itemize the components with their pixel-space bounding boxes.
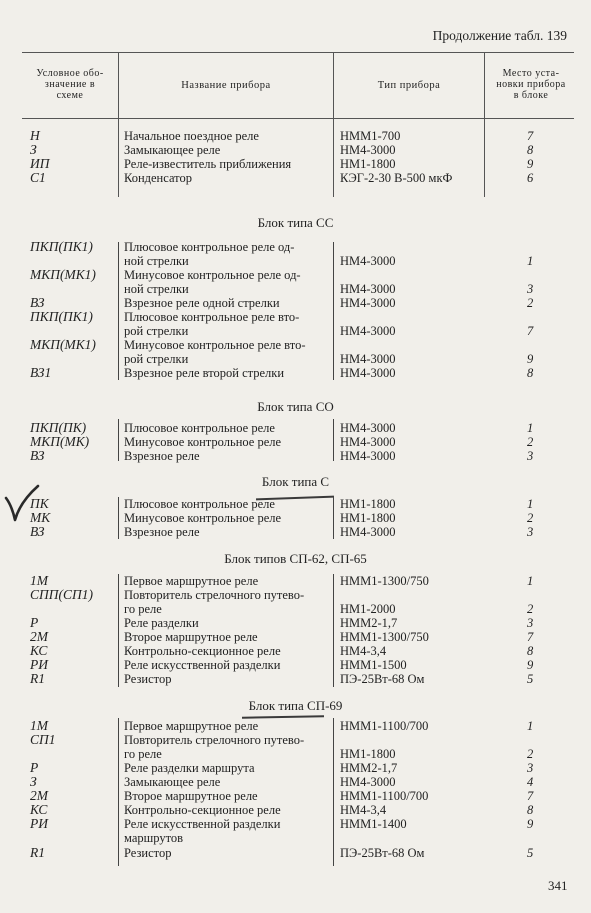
row-place: 2	[527, 747, 534, 761]
row-device-type: НММ1-1300/750	[340, 630, 429, 644]
row-device-type: ПЭ-25Вт-68 Ом	[340, 672, 425, 686]
row-device-name: Конденсатор	[124, 171, 192, 185]
table-row	[0, 803, 591, 817]
table-row	[0, 733, 591, 747]
row-device-name: го реле	[124, 602, 162, 616]
row-place: 9	[527, 658, 534, 672]
table-row	[0, 747, 591, 761]
row-symbol: С1	[30, 170, 46, 185]
row-symbol: РИ	[30, 657, 48, 672]
table-row	[0, 254, 591, 268]
row-device-name: ной стрелки	[124, 282, 189, 296]
table-row	[0, 789, 591, 803]
table-row	[0, 588, 591, 602]
row-device-name: Замыкающее реле	[124, 775, 221, 789]
row-device-type: НМ4-3000	[340, 421, 396, 435]
row-device-type: НМ4-3000	[340, 254, 396, 268]
row-symbol: СПП(СП1)	[30, 587, 93, 602]
row-device-name: Повторитель стрелочного путево-	[124, 588, 305, 602]
row-symbol: З	[30, 142, 37, 157]
row-place: 3	[527, 761, 534, 775]
row-device-type: НММ2-1,7	[340, 616, 398, 630]
table-row	[0, 644, 591, 658]
row-place: 3	[527, 282, 534, 296]
row-device-name: Первое маршрутное реле	[124, 719, 259, 733]
row-symbol: МКП(МК)	[30, 434, 90, 449]
row-place: 8	[527, 143, 534, 157]
row-device-type: НМ1-1800	[340, 157, 396, 171]
row-symbol: 2М	[30, 788, 48, 803]
row-place: 8	[527, 644, 534, 658]
row-symbol: 2М	[30, 629, 48, 644]
table-row	[0, 296, 591, 310]
row-device-name: Минусовое контрольное реле вто-	[124, 338, 306, 352]
row-symbol: МКП(МК1)	[30, 267, 96, 282]
table-row	[0, 421, 591, 435]
row-device-name: Начальное поездное реле	[124, 129, 259, 143]
row-device-type: НМ4-3000	[340, 435, 396, 449]
row-place: 5	[527, 846, 534, 860]
row-device-name: Взрезное реле второй стрелки	[124, 366, 285, 380]
row-device-type: НММ1-1300/750	[340, 574, 429, 588]
row-device-type: КЭГ-2-30 В-500 мкФ	[340, 171, 453, 185]
row-device-type: НМ4-3000	[340, 449, 396, 463]
row-symbol: КС	[30, 802, 48, 817]
row-place: 7	[527, 789, 534, 803]
section-title: Блок типа СО	[257, 399, 334, 414]
table-row	[0, 658, 591, 672]
row-symbol: R1	[30, 671, 45, 686]
row-symbol: МК	[30, 510, 51, 525]
row-place: 1	[527, 421, 534, 435]
row-symbol: 1М	[30, 573, 48, 588]
row-place: 9	[527, 352, 534, 366]
row-symbol: Р	[30, 615, 39, 630]
table-row	[0, 719, 591, 733]
row-device-type: НМ4-3000	[340, 525, 396, 539]
section-title: Блок типа С	[261, 474, 330, 489]
table-row	[0, 616, 591, 630]
table-row	[0, 846, 591, 860]
row-device-name: маршрутов	[124, 831, 184, 845]
table-row	[0, 366, 591, 380]
row-place: 7	[527, 630, 534, 644]
row-device-name: Реле искусственной разделки	[124, 817, 281, 831]
column-header-place: Место уста- новки прибора в блоке	[496, 68, 566, 101]
row-device-name: рой стрелки	[124, 324, 189, 338]
row-device-name: рой стрелки	[124, 352, 189, 366]
row-place: 3	[527, 616, 534, 630]
table-row	[0, 831, 591, 845]
table-row	[0, 511, 591, 525]
table-row	[0, 602, 591, 616]
row-device-type: НМ4-3,4	[340, 644, 387, 658]
row-device-type: НМ4-3000	[340, 143, 396, 157]
row-device-name: Реле разделки маршрута	[124, 761, 255, 775]
row-place: 1	[527, 719, 534, 733]
row-device-name: Взрезное реле	[124, 525, 200, 539]
table-row	[0, 525, 591, 539]
table-row	[0, 338, 591, 352]
table-row	[0, 672, 591, 686]
row-place: 5	[527, 672, 534, 686]
row-place: 6	[527, 171, 534, 185]
row-device-name: Второе маршрутное реле	[124, 630, 258, 644]
section-title: Блок типов СП-62, СП-65	[224, 551, 367, 566]
row-symbol: ВЗ	[30, 524, 45, 539]
row-device-type: НМ4-3000	[340, 282, 396, 296]
row-device-type: НМ4-3000	[340, 775, 396, 789]
row-device-type: НММ1-700	[340, 129, 401, 143]
row-device-name: Резистор	[124, 672, 172, 686]
row-device-type: НМ4-3000	[340, 366, 396, 380]
row-symbol: ВЗ	[30, 295, 45, 310]
row-device-name: Плюсовое контрольное реле вто-	[124, 310, 300, 324]
row-device-name: Плюсовое контрольное реле	[124, 421, 275, 435]
row-symbol: ПКП(ПК1)	[30, 309, 93, 324]
page-number: 341	[548, 878, 568, 893]
table-row	[0, 324, 591, 338]
row-place: 2	[527, 511, 534, 525]
table-top-rule	[22, 52, 574, 53]
table-row	[0, 268, 591, 282]
row-device-name: Взрезное реле одной стрелки	[124, 296, 280, 310]
row-place: 1	[527, 497, 534, 511]
row-device-type: НММ1-1100/700	[340, 789, 429, 803]
row-device-type: НМ1-1800	[340, 747, 396, 761]
row-device-name: Плюсовое контрольное реле	[124, 497, 275, 511]
row-device-type: НММ1-1400	[340, 817, 407, 831]
row-symbol: ВЗ1	[30, 365, 52, 380]
section-title: Блок типа СП-69	[248, 698, 343, 713]
row-symbol: ПКП(ПК)	[30, 420, 87, 435]
row-device-name: ной стрелки	[124, 254, 189, 268]
row-device-name: Первое маршрутное реле	[124, 574, 259, 588]
column-header-name: Название прибора	[181, 80, 271, 91]
table-row	[0, 435, 591, 449]
row-place: 3	[527, 449, 534, 463]
row-place: 2	[527, 435, 534, 449]
row-device-name: Реле-известитель приближения	[124, 157, 292, 171]
row-symbol: 1М	[30, 718, 48, 733]
row-symbol: РИ	[30, 816, 48, 831]
row-symbol: ПК	[30, 496, 49, 511]
table-row	[0, 310, 591, 324]
table-row	[0, 449, 591, 463]
row-symbol: ПКП(ПК1)	[30, 239, 93, 254]
row-place: 4	[527, 775, 534, 789]
row-device-type: НММ2-1,7	[340, 761, 398, 775]
row-place: 2	[527, 296, 534, 310]
row-place: 7	[527, 129, 534, 143]
row-symbol: ВЗ	[30, 448, 45, 463]
row-symbol: МКП(МК1)	[30, 337, 96, 352]
row-symbol: КС	[30, 643, 48, 658]
row-device-name: Реле искусственной разделки	[124, 658, 281, 672]
table-row	[0, 497, 591, 511]
table-row	[0, 574, 591, 588]
row-symbol: ИП	[30, 156, 50, 171]
row-place: 3	[527, 525, 534, 539]
row-place: 8	[527, 803, 534, 817]
table-row	[0, 761, 591, 775]
row-symbol: СП1	[30, 732, 56, 747]
table-row	[0, 143, 591, 157]
row-symbol: R1	[30, 845, 45, 860]
table-row	[0, 129, 591, 143]
row-device-name: Контрольно-секционное реле	[124, 644, 281, 658]
row-place: 1	[527, 254, 534, 268]
table-row	[0, 157, 591, 171]
row-device-type: НМ4-3000	[340, 352, 396, 366]
row-device-name: Второе маршрутное реле	[124, 789, 258, 803]
row-device-name: Взрезное реле	[124, 449, 200, 463]
row-place: 2	[527, 602, 534, 616]
table-row	[0, 240, 591, 254]
row-device-name: Плюсовое контрольное реле од-	[124, 240, 295, 254]
row-device-type: НММ1-1500	[340, 658, 407, 672]
row-device-name: Повторитель стрелочного путево-	[124, 733, 305, 747]
row-device-type: НММ1-1100/700	[340, 719, 429, 733]
row-device-type: НМ4-3000	[340, 324, 396, 338]
row-device-type: ПЭ-25Вт-68 Ом	[340, 846, 425, 860]
row-device-name: Контрольно-секционное реле	[124, 803, 281, 817]
row-device-type: НМ4-3,4	[340, 803, 387, 817]
row-device-name: Резистор	[124, 846, 172, 860]
row-device-type: НМ1-2000	[340, 602, 396, 616]
row-symbol: З	[30, 774, 37, 789]
row-place: 9	[527, 817, 534, 831]
row-device-name: го реле	[124, 747, 162, 761]
row-device-type: НМ1-1800	[340, 511, 396, 525]
row-device-name: Замыкающее реле	[124, 143, 221, 157]
table-row	[0, 630, 591, 644]
table-continuation-header: Продолжение табл. 139	[432, 28, 567, 43]
row-place: 1	[527, 574, 534, 588]
table-header-rule	[22, 118, 574, 119]
row-device-name: Минусовое контрольное реле од-	[124, 268, 301, 282]
row-device-type: НМ4-3000	[340, 296, 396, 310]
row-symbol: Н	[30, 128, 40, 143]
row-symbol: Р	[30, 760, 39, 775]
section-title: Блок типа СС	[257, 215, 334, 230]
table-row	[0, 171, 591, 185]
row-place: 7	[527, 324, 534, 338]
table-row	[0, 352, 591, 366]
row-device-name: Минусовое контрольное реле	[124, 511, 282, 525]
row-place: 8	[527, 366, 534, 380]
column-header-type: Тип прибора	[377, 80, 441, 91]
table-row	[0, 817, 591, 831]
row-device-type: НМ1-1800	[340, 497, 396, 511]
row-place: 9	[527, 157, 534, 171]
row-device-name: Реле разделки	[124, 616, 199, 630]
column-header-symbol: Условное обо- значение в схеме	[36, 68, 104, 101]
table-row	[0, 775, 591, 789]
row-device-name: Минусовое контрольное реле	[124, 435, 282, 449]
table-row	[0, 282, 591, 296]
